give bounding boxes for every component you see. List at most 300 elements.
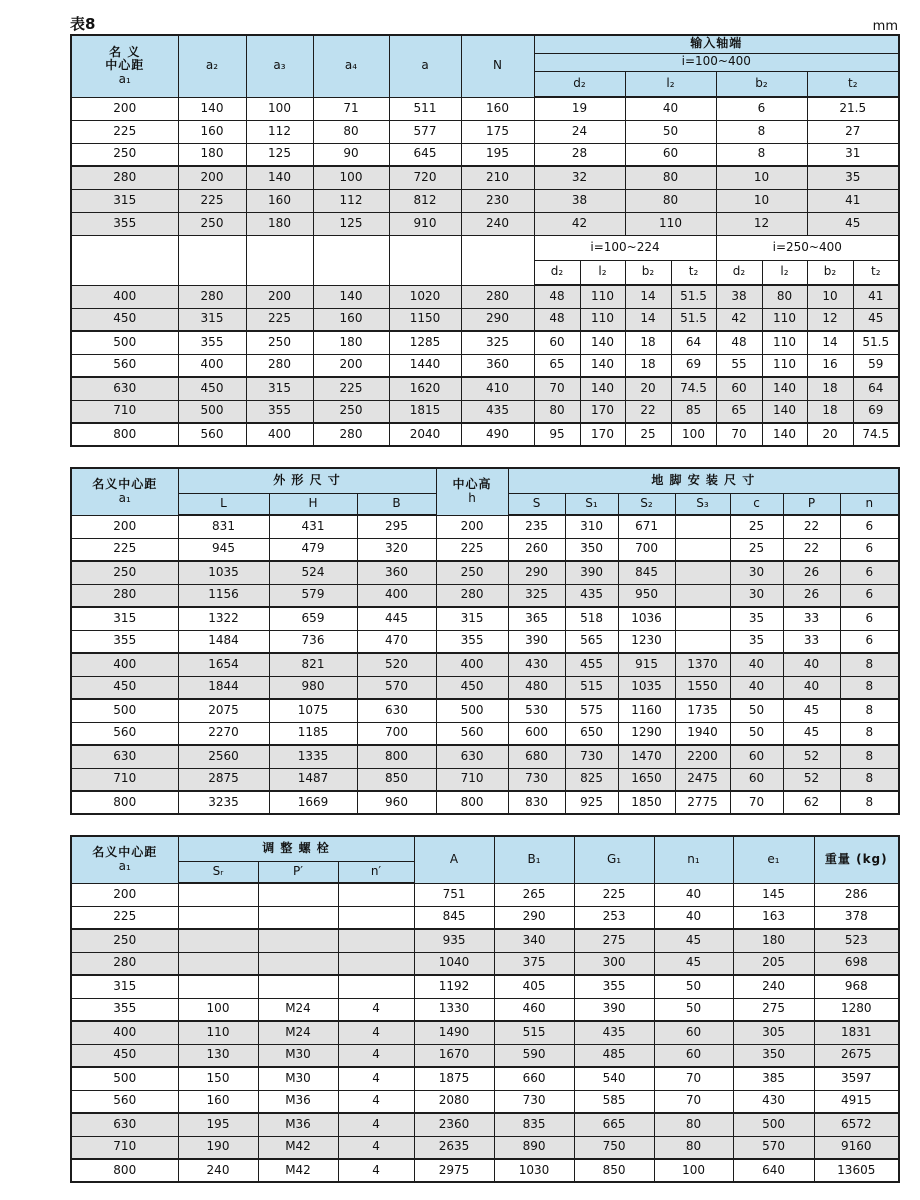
table-row — [71, 538, 899, 561]
cell: 74.5 — [853, 423, 899, 446]
cell: 660 — [494, 1067, 574, 1090]
table3-body — [71, 883, 899, 1182]
cell: 30 — [730, 584, 783, 607]
header-nominal-centre-distance: 名义中心距 a₁ — [71, 468, 178, 515]
table2-body — [71, 515, 899, 814]
cell: 170 — [580, 400, 625, 423]
cell: 62 — [783, 791, 840, 814]
header-foot-mounting-dimensions: 地 脚 安 装 尺 寸 — [508, 468, 899, 493]
cell: 1850 — [618, 791, 675, 814]
cell: 500 — [71, 1067, 178, 1090]
cell: 110 — [580, 308, 625, 331]
cell: 671 — [618, 515, 675, 538]
cell: 6572 — [814, 1113, 899, 1136]
cell: 710 — [71, 768, 178, 791]
header-weight-kg: 重量 (kg) — [814, 836, 899, 883]
cell: 25 — [730, 515, 783, 538]
cell: 6 — [716, 97, 807, 120]
cell: 100 — [671, 423, 716, 446]
cell: 1550 — [675, 676, 730, 699]
table-row — [71, 331, 899, 354]
cell: 112 — [246, 120, 313, 143]
cell: 225 — [246, 308, 313, 331]
cell: 48 — [716, 331, 762, 354]
header-B: B — [357, 493, 436, 515]
cell — [675, 538, 730, 561]
cell: 480 — [508, 676, 565, 699]
cell: 315 — [71, 189, 178, 212]
table-row — [71, 975, 899, 998]
cell: 14 — [625, 285, 671, 308]
cell: 435 — [574, 1021, 654, 1044]
cell: 25 — [625, 423, 671, 446]
cell: 10 — [716, 166, 807, 189]
cell: 650 — [565, 722, 618, 745]
cell: 110 — [762, 354, 807, 377]
cell: 59 — [853, 354, 899, 377]
cell: 225 — [71, 538, 178, 561]
cell: 28 — [534, 143, 625, 166]
cell: 600 — [508, 722, 565, 745]
cell: 70 — [730, 791, 783, 814]
cell: 630 — [71, 745, 178, 768]
cell: 42 — [716, 308, 762, 331]
cell: 4915 — [814, 1090, 899, 1113]
cell: 700 — [357, 722, 436, 745]
cell: 1940 — [675, 722, 730, 745]
cell: 130 — [178, 1044, 258, 1067]
cell: 590 — [494, 1044, 574, 1067]
cell: 280 — [71, 584, 178, 607]
cell: 225 — [313, 377, 389, 400]
cell: 1322 — [178, 607, 269, 630]
header-l2: l₂ — [625, 71, 716, 97]
cell: 140 — [580, 354, 625, 377]
cell: 1040 — [414, 952, 494, 975]
header-ratio-range-top: i=100~400 — [534, 53, 899, 71]
cell — [178, 975, 258, 998]
cell: 275 — [733, 998, 814, 1021]
cell: 140 — [580, 331, 625, 354]
cell: 33 — [783, 630, 840, 653]
cell: 315 — [246, 377, 313, 400]
cell: 400 — [71, 285, 178, 308]
cell: 18 — [807, 400, 853, 423]
cell: 80 — [625, 189, 716, 212]
header-S1: S₁ — [565, 493, 618, 515]
cell: 410 — [461, 377, 534, 400]
cell: 45 — [654, 952, 733, 975]
cell: 720 — [389, 166, 461, 189]
table-row — [71, 929, 899, 952]
cell: 365 — [508, 607, 565, 630]
cell: 8 — [840, 745, 899, 768]
cell: 180 — [733, 929, 814, 952]
cell: 50 — [730, 722, 783, 745]
table-row — [71, 653, 899, 676]
table-row — [71, 630, 899, 653]
cell: 70 — [534, 377, 580, 400]
table-row — [71, 791, 899, 814]
cell: 1654 — [178, 653, 269, 676]
table-row — [71, 1067, 899, 1090]
cell: M24 — [258, 1021, 338, 1044]
cell: 830 — [508, 791, 565, 814]
table-row — [71, 1136, 899, 1159]
cell: 55 — [716, 354, 762, 377]
cell: 1290 — [618, 722, 675, 745]
cell: 225 — [574, 883, 654, 906]
cell: 205 — [733, 952, 814, 975]
table-row — [71, 676, 899, 699]
cell: 560 — [436, 722, 508, 745]
cell: 40 — [783, 653, 840, 676]
table1-body-top — [71, 97, 899, 235]
cell: 577 — [389, 120, 461, 143]
cell: 74.5 — [671, 377, 716, 400]
cell: 935 — [414, 929, 494, 952]
cell: 560 — [71, 354, 178, 377]
cell: 40 — [625, 97, 716, 120]
cell: 295 — [357, 515, 436, 538]
cell: 710 — [71, 1136, 178, 1159]
cell: 565 — [565, 630, 618, 653]
cell — [258, 952, 338, 975]
cell: 235 — [508, 515, 565, 538]
cell: 821 — [269, 653, 357, 676]
cell: 1470 — [618, 745, 675, 768]
cell: 65 — [534, 354, 580, 377]
cell: 140 — [313, 285, 389, 308]
cell: 500 — [436, 699, 508, 722]
cell: 60 — [730, 745, 783, 768]
cell: 659 — [269, 607, 357, 630]
header-t2: t₂ — [671, 260, 716, 285]
cell: 2560 — [178, 745, 269, 768]
cell: 405 — [494, 975, 574, 998]
cell: 90 — [313, 143, 389, 166]
cell: 45 — [807, 212, 899, 235]
header-n-prime: n′ — [338, 861, 414, 883]
cell: 25 — [730, 538, 783, 561]
cell: 80 — [762, 285, 807, 308]
cell: 26 — [783, 561, 840, 584]
cell: 950 — [618, 584, 675, 607]
table-row — [71, 699, 899, 722]
cell: 500 — [733, 1113, 814, 1136]
cell: 40 — [654, 883, 733, 906]
table-row — [71, 607, 899, 630]
cell: 125 — [313, 212, 389, 235]
cell: 585 — [574, 1090, 654, 1113]
dimension-table-3 — [70, 835, 900, 1183]
cell: 18 — [625, 331, 671, 354]
cell: 110 — [580, 285, 625, 308]
cell: 710 — [71, 400, 178, 423]
cell: 112 — [313, 189, 389, 212]
cell: 250 — [71, 561, 178, 584]
cell: 60 — [730, 768, 783, 791]
cell: 200 — [178, 166, 246, 189]
cell: 915 — [618, 653, 675, 676]
header-t2: t₂ — [807, 71, 899, 97]
cell: 355 — [246, 400, 313, 423]
cell: 50 — [654, 998, 733, 1021]
cell: 160 — [178, 1090, 258, 1113]
table-row — [71, 1090, 899, 1113]
cell: 430 — [733, 1090, 814, 1113]
cell: 800 — [71, 423, 178, 446]
cell — [389, 235, 461, 285]
cell: 200 — [313, 354, 389, 377]
header-nominal-centre-distance: 名义中心距 a₁ — [71, 836, 178, 883]
cell: 945 — [178, 538, 269, 561]
cell: 800 — [71, 1159, 178, 1182]
cell: 698 — [814, 952, 899, 975]
cell: 1844 — [178, 676, 269, 699]
cell: 800 — [357, 745, 436, 768]
cell: 910 — [389, 212, 461, 235]
header-t2: t₂ — [853, 260, 899, 285]
cell: 14 — [625, 308, 671, 331]
cell: 2975 — [414, 1159, 494, 1182]
cell: 110 — [178, 1021, 258, 1044]
cell: 1335 — [269, 745, 357, 768]
page-title: 表8 — [70, 15, 96, 33]
cell: 305 — [733, 1021, 814, 1044]
cell: 1285 — [389, 331, 461, 354]
cell: 280 — [313, 423, 389, 446]
cell: 195 — [178, 1113, 258, 1136]
cell: 48 — [534, 285, 580, 308]
cell: 1875 — [414, 1067, 494, 1090]
cell: 250 — [178, 212, 246, 235]
cell: 315 — [71, 607, 178, 630]
table2-header — [71, 468, 899, 515]
cell: 69 — [671, 354, 716, 377]
cell: 560 — [71, 1090, 178, 1113]
header-centre-height: 中心高 h — [436, 468, 508, 515]
cell — [338, 929, 414, 952]
cell — [258, 906, 338, 929]
table-row — [71, 745, 899, 768]
cell: 170 — [580, 423, 625, 446]
cell: 1230 — [618, 630, 675, 653]
cell: 890 — [494, 1136, 574, 1159]
cell: 1670 — [414, 1044, 494, 1067]
dimension-table-2 — [70, 467, 900, 815]
table-row — [71, 584, 899, 607]
cell: 520 — [357, 653, 436, 676]
cell: 45 — [783, 699, 840, 722]
header-n1: n₁ — [654, 836, 733, 883]
cell: 71 — [313, 97, 389, 120]
cell: 280 — [246, 354, 313, 377]
cell: 280 — [436, 584, 508, 607]
cell: 450 — [71, 308, 178, 331]
cell: 52 — [783, 745, 840, 768]
cell: 1075 — [269, 699, 357, 722]
cell: 515 — [565, 676, 618, 699]
header-S2: S₂ — [618, 493, 675, 515]
cell: 400 — [357, 584, 436, 607]
cell: 1370 — [675, 653, 730, 676]
cell: 275 — [574, 929, 654, 952]
header-n: n — [840, 493, 899, 515]
cell: 400 — [246, 423, 313, 446]
cell: 845 — [618, 561, 675, 584]
cell: 315 — [178, 308, 246, 331]
cell: 665 — [574, 1113, 654, 1136]
cell: 470 — [357, 630, 436, 653]
table-row — [71, 143, 899, 166]
cell: 850 — [357, 768, 436, 791]
cell: 355 — [574, 975, 654, 998]
cell: 100 — [654, 1159, 733, 1182]
cell: 1330 — [414, 998, 494, 1021]
cell: 579 — [269, 584, 357, 607]
cell: 51.5 — [671, 285, 716, 308]
table-row — [71, 906, 899, 929]
cell: 14 — [807, 331, 853, 354]
cell: 16 — [807, 354, 853, 377]
cell: 64 — [853, 377, 899, 400]
cell: 360 — [357, 561, 436, 584]
cell: 355 — [436, 630, 508, 653]
cell: 320 — [357, 538, 436, 561]
table-row — [71, 308, 899, 331]
table-row — [71, 515, 899, 538]
cell: 1815 — [389, 400, 461, 423]
cell: 50 — [654, 975, 733, 998]
header-G1: G₁ — [574, 836, 654, 883]
cell: 100 — [313, 166, 389, 189]
cell: 355 — [71, 998, 178, 1021]
cell: 230 — [461, 189, 534, 212]
cell: 355 — [178, 331, 246, 354]
cell: 250 — [313, 400, 389, 423]
cell: 1030 — [494, 1159, 574, 1182]
cell: M36 — [258, 1090, 338, 1113]
cell: 450 — [71, 1044, 178, 1067]
cell: 1185 — [269, 722, 357, 745]
cell — [246, 235, 313, 285]
cell: 315 — [71, 975, 178, 998]
cell: 65 — [716, 400, 762, 423]
cell: 260 — [508, 538, 565, 561]
cell: 240 — [461, 212, 534, 235]
cell: 645 — [389, 143, 461, 166]
cell: 500 — [71, 331, 178, 354]
cell: 2270 — [178, 722, 269, 745]
cell: 60 — [654, 1044, 733, 1067]
cell: 140 — [178, 97, 246, 120]
table-row — [71, 952, 899, 975]
cell: 360 — [461, 354, 534, 377]
cell: 27 — [807, 120, 899, 143]
cell: 515 — [494, 1021, 574, 1044]
cell: 70 — [716, 423, 762, 446]
cell: 1669 — [269, 791, 357, 814]
cell: 100 — [246, 97, 313, 120]
cell: 60 — [654, 1021, 733, 1044]
header-B1: B₁ — [494, 836, 574, 883]
cell: M30 — [258, 1044, 338, 1067]
header-l2: l₂ — [762, 260, 807, 285]
cell: 630 — [436, 745, 508, 768]
cell: 518 — [565, 607, 618, 630]
cell: 575 — [565, 699, 618, 722]
cell: 2360 — [414, 1113, 494, 1136]
cell: 4 — [338, 998, 414, 1021]
header-a4: a₄ — [313, 35, 389, 97]
cell: 13605 — [814, 1159, 899, 1182]
table1-header — [71, 35, 899, 97]
cell: 40 — [730, 676, 783, 699]
cell: 300 — [574, 952, 654, 975]
cell: 450 — [178, 377, 246, 400]
cell: 1192 — [414, 975, 494, 998]
cell: 730 — [565, 745, 618, 768]
cell: 8 — [840, 676, 899, 699]
cell: 286 — [814, 883, 899, 906]
cell: 38 — [534, 189, 625, 212]
cell: 400 — [71, 653, 178, 676]
cell: 50 — [625, 120, 716, 143]
cell: 250 — [436, 561, 508, 584]
cell: 1484 — [178, 630, 269, 653]
cell: 35 — [730, 630, 783, 653]
cell: 736 — [269, 630, 357, 653]
cell: 968 — [814, 975, 899, 998]
header-ratio-range-mid-left: i=100~224 — [534, 235, 716, 260]
cell: 8 — [840, 699, 899, 722]
cell: 2080 — [414, 1090, 494, 1113]
table-row — [71, 377, 899, 400]
cell: 2200 — [675, 745, 730, 768]
cell: 479 — [269, 538, 357, 561]
cell: 430 — [508, 653, 565, 676]
cell: 6 — [840, 630, 899, 653]
cell: 1150 — [389, 308, 461, 331]
cell: 435 — [461, 400, 534, 423]
cell: 20 — [807, 423, 853, 446]
cell: 35 — [730, 607, 783, 630]
cell: 51.5 — [671, 308, 716, 331]
cell: 6 — [840, 584, 899, 607]
cell: 450 — [436, 676, 508, 699]
cell: 2875 — [178, 768, 269, 791]
cell: 70 — [654, 1090, 733, 1113]
cell: 80 — [654, 1136, 733, 1159]
cell: 560 — [178, 423, 246, 446]
cell: 523 — [814, 929, 899, 952]
cell — [675, 584, 730, 607]
cell: 225 — [71, 906, 178, 929]
cell: 700 — [618, 538, 675, 561]
cell: 455 — [565, 653, 618, 676]
cell: 160 — [178, 120, 246, 143]
title-bar — [70, 0, 898, 34]
cell: 41 — [853, 285, 899, 308]
cell: 6 — [840, 538, 899, 561]
cell: 524 — [269, 561, 357, 584]
cell: 140 — [762, 377, 807, 400]
cell — [178, 952, 258, 975]
cell — [461, 235, 534, 285]
cell: 1487 — [269, 768, 357, 791]
cell: 21.5 — [807, 97, 899, 120]
